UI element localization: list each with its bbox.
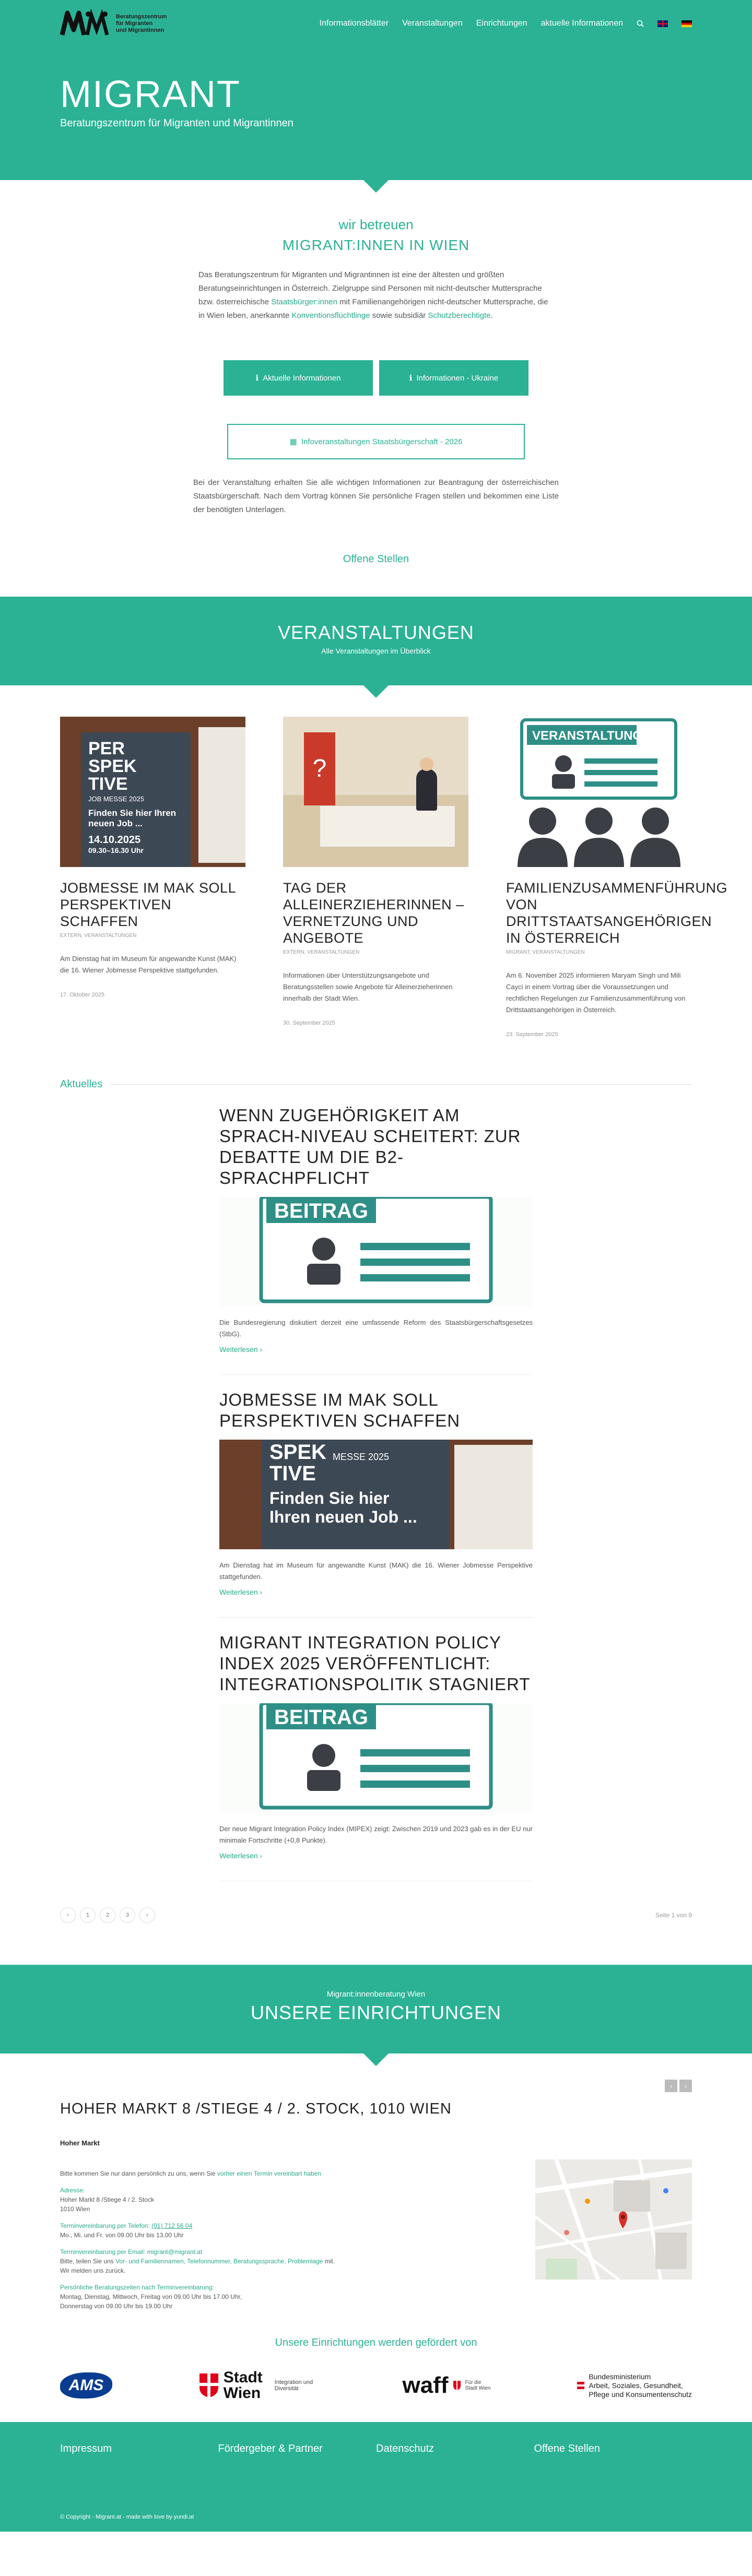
email-link[interactable]: migrant@migrant.at (147, 2248, 203, 2256)
poster-text: SPEK (88, 756, 137, 776)
nav-item-veranstaltungen[interactable]: Veranstaltungen (402, 19, 463, 28)
phone-hours: Mo., Mi. und Fr. von 09.00 Uhr bis 13.00 Uhr (60, 2231, 184, 2239)
logo-text (116, 14, 184, 34)
uk-flag-icon[interactable] (657, 20, 668, 27)
address-line: Hoher Markt 8 /Stiege 4 / 2. Stock (60, 2196, 155, 2203)
email-details-link[interactable]: Vor- und Familiennamen, Telefonnummer, Beratungssprache, Problemlage (115, 2258, 323, 2265)
news-title[interactable]: MIGRANT INTEGRATION POLICY INDEX 2025 VERÖFFENTLICHT: INTEGRATIONSPOLITIK STAGNIERT (219, 1633, 531, 1694)
hero-title: MIGRANT (60, 74, 241, 115)
text-part: mit. (323, 2258, 335, 2265)
nav-item-einrichtungen[interactable]: Einrichtungen (476, 19, 527, 28)
appointment-link[interactable]: vorher einen Termin vereinbart haben (217, 2170, 322, 2177)
event-illustration (506, 717, 691, 867)
top-bar (0, 0, 752, 47)
news-title[interactable]: WENN ZUGEHÖRIGKEIT AM SPRACH-NIVEAU SCHEITERT: ZUR DEBATTE UM DIE B2-SPRACHPFLICHT (219, 1106, 521, 1188)
button-row (0, 360, 752, 396)
read-more-link[interactable]: Weiterlesen › (219, 1345, 263, 1354)
info-icon: ℹ (409, 374, 413, 383)
ministry-logo[interactable] (577, 2372, 692, 2399)
hours-label[interactable]: Persönliche Beratungszeiten nach Terminvereinbarung: (60, 2284, 214, 2291)
poster-text: Ihren neuen Job ... (269, 1507, 417, 1526)
event-card[interactable] (60, 717, 245, 1038)
footer-link-jobs[interactable]: Offene Stellen (534, 2443, 600, 2454)
facilities-band (0, 1965, 752, 2053)
footer-links (60, 2443, 692, 2455)
address-label[interactable]: Adresse: (60, 2187, 85, 2194)
phone-link[interactable]: (01) 712 56 04 (151, 2222, 193, 2229)
address-line: 1010 Wien (60, 2205, 90, 2213)
phone-label[interactable]: Terminvereinbarung per Telefon: (60, 2222, 152, 2229)
event-category[interactable]: EXTERN, VERANSTALTUNGEN (283, 949, 360, 955)
poster-text: TIVE (269, 1462, 316, 1485)
logo-text: Für die Stadt Wien (465, 2380, 491, 2391)
nav-item-aktuelle-informationen[interactable]: aktuelle Informationen (540, 19, 623, 28)
de-flag-icon[interactable] (682, 20, 692, 27)
search-icon[interactable] (637, 20, 644, 27)
ams-logo[interactable] (60, 2372, 112, 2399)
intro-text-part: . (490, 311, 493, 320)
event-card[interactable] (506, 717, 728, 1038)
section-arrow-icon (363, 180, 389, 193)
facility-intro (60, 2169, 436, 2178)
poster-text: MESSE 2025 (332, 1452, 389, 1462)
news-header (0, 1048, 752, 1090)
read-more-link[interactable]: Weiterlesen › (219, 1588, 263, 1596)
text-part: Bitte kommen Sie nur dann persönlich zu uns, wenn Sie (60, 2170, 217, 2177)
intro-kicker: wir betreuen (338, 217, 414, 232)
facility-email (60, 2247, 436, 2275)
event-excerpt: Informationen über Unterstützungsangebote und Beratungsstellen sowie Angebote für Alleinerzieherinnen innerhalb der Stadt Wien. (283, 971, 453, 1002)
news-item (219, 1090, 533, 1375)
news-excerpt: Der neue Migrant Integration Policy Index (MIPEX) zeigt: Zwischen 2019 und 2023 gab es in der EU nur minimale Fortschritte (+0,8 Punkte). (219, 1825, 533, 1844)
news-item (219, 1375, 533, 1618)
slider-next-button[interactable]: › (679, 2080, 692, 2092)
news-item (219, 1618, 533, 1881)
logo-text: Bundesministerium (589, 2372, 651, 2381)
news-image[interactable] (219, 1440, 533, 1549)
event-image[interactable] (60, 717, 245, 867)
main-nav (320, 19, 692, 28)
protection-link[interactable]: Schutzberechtigte (428, 311, 491, 320)
poster-text: 14.10.2025 (88, 834, 141, 846)
event-date: 30. September 2025 (283, 1020, 335, 1026)
news-excerpt: Am Dienstag hat im Museum für angewandte Kunst (MAK) die 16. Wiener Jobmesse Perspektive stattgefunden. (219, 1561, 533, 1581)
event-category[interactable]: MIGRANT, VERANSTALTUNGEN (506, 949, 585, 955)
citizenship-event-button[interactable] (227, 424, 525, 459)
site-footer (0, 2422, 752, 2532)
event-title[interactable]: FAMILIENZUSAMMENFÜHRUNG VON DRITTSTAATSANGEHÖRIGEN IN ÖSTERREICH (506, 880, 728, 946)
logo-text: Stadt Wien (223, 2369, 263, 2402)
facilities-title: UNSERE EINRICHTUNGEN (250, 2002, 502, 2023)
news-excerpt: Die Bundesregierung diskutiert derzeit eine umfassende Reform des Staatsbürgerschaftsgesetzes (StbG). (219, 1319, 533, 1338)
open-jobs-link[interactable]: Offene Stellen (343, 553, 409, 565)
text-part: Bitte, teilen Sie uns (60, 2258, 116, 2265)
hours-line: Donnerstag von 09.00 Uhr bis 19.00 Uhr (60, 2302, 173, 2310)
pagination (0, 1881, 752, 1965)
poster-text: Finden Sie hier Ihren neuen Job ... (88, 808, 177, 828)
sponsor-logos (60, 2365, 692, 2406)
logo-text: AMS (68, 2377, 104, 2394)
footer-link-impressum[interactable]: Impressum (60, 2443, 112, 2454)
footer-link-datenschutz[interactable]: Datenschutz (376, 2443, 434, 2454)
footer-link-partner[interactable]: Fördergeber & Partner (218, 2443, 323, 2454)
sponsors-section (0, 2332, 752, 2422)
slider-controls (665, 2080, 692, 2092)
hero-subtitle: Beratungszentrum für Migranten und Migrantinnen (60, 117, 293, 129)
poster-text: Finden Sie hier (269, 1489, 390, 1507)
news-list (219, 1090, 533, 1881)
event-title[interactable]: JOBMESSE IM MAK SOLL PERSPEKTIVEN SCHAFFEN (60, 880, 236, 929)
page-links (60, 1907, 155, 1923)
beitrag-illustration (219, 1703, 533, 1813)
badge-text: BEITRAG (274, 1706, 368, 1729)
event-title[interactable]: TAG DER ALLEINERZIEHERINNEN – VERNETZUNG UND ANGEBOTE (283, 880, 464, 946)
button-label: Infoveranstaltungen Staatsbürgerschaft - 2026 (301, 437, 463, 446)
facility-map[interactable] (535, 2159, 692, 2280)
slider-prev-button[interactable]: ‹ (665, 2080, 677, 2092)
news-title[interactable]: JOBMESSE IM MAK SOLL PERSPEKTIVEN SCHAFFEN (219, 1390, 461, 1430)
waff-logo[interactable] (403, 2372, 491, 2399)
event-excerpt: Am 6. November 2025 informieren Maryam Singh und Mili Cayci in einem Vortrag über die Voraussetzungen und rechtlichen Regelungen zur Familienzusammenführung von Drittstaatsangehörigen in Österreich. (506, 971, 686, 1014)
logo-line: und Migrantinnen (116, 27, 164, 33)
wien-shield-icon (453, 2380, 461, 2391)
facility-phone (60, 2221, 436, 2240)
page-count: Seite 1 von 9 (655, 1912, 692, 1919)
text-part: Wir melden uns zurück. (60, 2267, 126, 2274)
page-next-button[interactable]: › (139, 1907, 155, 1923)
page-1-button[interactable]: 1 (80, 1907, 96, 1923)
events-list (0, 685, 752, 1048)
news-image[interactable] (219, 1197, 533, 1307)
intro-text-part: Das Beratungszentrum für Migranten und Migrantinnen ist eine der ältesten und größten Beratungseinrichtungen in Österreich. Zielgruppe sind Personen mit nicht-deutscher Muttersprache bzw. österreichische (198, 270, 542, 306)
beitrag-illustration (219, 1197, 533, 1307)
wien-shield-icon (198, 2372, 219, 2399)
facility-address-title: HOHER MARKT 8 /STIEGE 4 / 2. STOCK, 1010 WIEN (60, 2100, 452, 2117)
logo-text: Pflege und Konsumentenschutz (589, 2390, 692, 2399)
badge-text: VERANSTALTUNG (532, 729, 643, 743)
poster-text: 09.30–16.30 Uhr (88, 846, 144, 854)
calendar-icon: ▦ (289, 437, 297, 446)
facility-hours (60, 2283, 436, 2311)
poster-text: JOB MESSE 2025 (88, 795, 144, 803)
logo-mark-icon (60, 9, 110, 38)
hours-line: Montag, Dienstag, Mittwoch, Freitag von 09.00 Uhr bis 17.00 Uhr, (60, 2293, 242, 2300)
logo-text: Arbeit, Soziales, Gesundheit, (589, 2381, 683, 2390)
intro-text-part: mit Familienangehörigen nicht-deutscher Muttersprache, die in Wien leben, anerkannte (198, 298, 548, 320)
event-card[interactable] (283, 717, 468, 1038)
section-arrow-icon (363, 685, 389, 698)
citizens-link[interactable]: Staatsbürger:innen (271, 298, 337, 306)
event-date: 17. Oktober 2025 (60, 992, 105, 998)
map-graphic (535, 2159, 692, 2280)
page-2-button[interactable]: 2 (100, 1907, 115, 1923)
email-label[interactable]: Terminvereinbarung per Email: (60, 2248, 147, 2256)
intro-heading: MIGRANT:INNEN IN WIEN (282, 237, 470, 253)
events-band-subtitle: Alle Veranstaltungen im Überblick (321, 647, 431, 655)
refugees-link[interactable]: Konventionsflüchtlinge (291, 311, 370, 320)
button-label: Aktuelle Informationen (263, 373, 341, 383)
event-date: 23. September 2025 (506, 1031, 558, 1038)
site-header (0, 0, 752, 180)
news-image[interactable] (219, 1703, 533, 1813)
intro-text-part: sowie subsidiär (370, 311, 428, 320)
event-image[interactable]: ? (283, 717, 468, 867)
button-label: Informationen - Ukraine (416, 373, 499, 383)
intro-text (198, 268, 554, 323)
poster-text: TIVE (88, 774, 128, 794)
poster-text: SPEK (269, 1441, 326, 1464)
logo-line: Beratungszentrum (116, 13, 167, 20)
events-band (0, 597, 752, 685)
facilities-kicker: Migrant:innenberatung Wien (326, 1990, 426, 1999)
facility-address (60, 2186, 436, 2214)
badge-text: BEITRAG (274, 1200, 368, 1222)
event-category[interactable]: EXTERN, VERANSTALTUNGEN (60, 933, 137, 939)
facility-name: Hoher Markt (60, 2139, 100, 2147)
copyright: © Copyright - Migrant.at - made with love by yundi.at (60, 2514, 194, 2520)
read-more-link[interactable]: Weiterlesen › (219, 1851, 263, 1860)
poster-text: PER (88, 739, 125, 758)
logo-line: für Migranten (116, 20, 153, 27)
page-prev-button[interactable]: ‹ (60, 1907, 76, 1923)
logo-text: waff (402, 2372, 449, 2398)
events-band-title: VERANSTALTUNGEN (278, 622, 474, 643)
news-heading: Aktuelles (60, 1078, 103, 1090)
info-icon: ℹ (255, 374, 259, 383)
austria-flag-icon (577, 2382, 584, 2389)
intro-section (0, 180, 752, 597)
facility-body (60, 2139, 692, 2311)
divider (111, 1084, 692, 1085)
sponsors-heading: Unsere Einrichtungen werden gefördert von (275, 2337, 477, 2348)
stadt-wien-logo[interactable] (198, 2370, 316, 2401)
event-description: Bei der Veranstaltung erhalten Sie alle wichtigen Informationen zur Beantragung der österreichischen Staatsbürgerschaft. Nach dem Vortrag können Sie persönliche Fragen stellen und bekommen eine Liste der benötigten Unterlagen. (193, 478, 559, 514)
event-excerpt: Am Dienstag hat im Museum für angewandte Kunst (MAK) die 16. Wiener Jobmesse Perspektive stattgefunden. (60, 955, 237, 974)
facility-section (0, 2053, 752, 2332)
ukraine-info-button[interactable] (379, 360, 528, 396)
current-info-button[interactable] (224, 360, 373, 396)
logo[interactable] (60, 8, 184, 39)
section-arrow-icon (363, 2053, 389, 2066)
logo-text: Integration und Diversität (274, 2379, 313, 2392)
event-image[interactable] (506, 717, 691, 867)
facility-details (60, 2139, 436, 2311)
nav-item-informationsblaetter[interactable]: Informationsblätter (319, 19, 389, 28)
page-3-button[interactable]: 3 (120, 1907, 135, 1923)
